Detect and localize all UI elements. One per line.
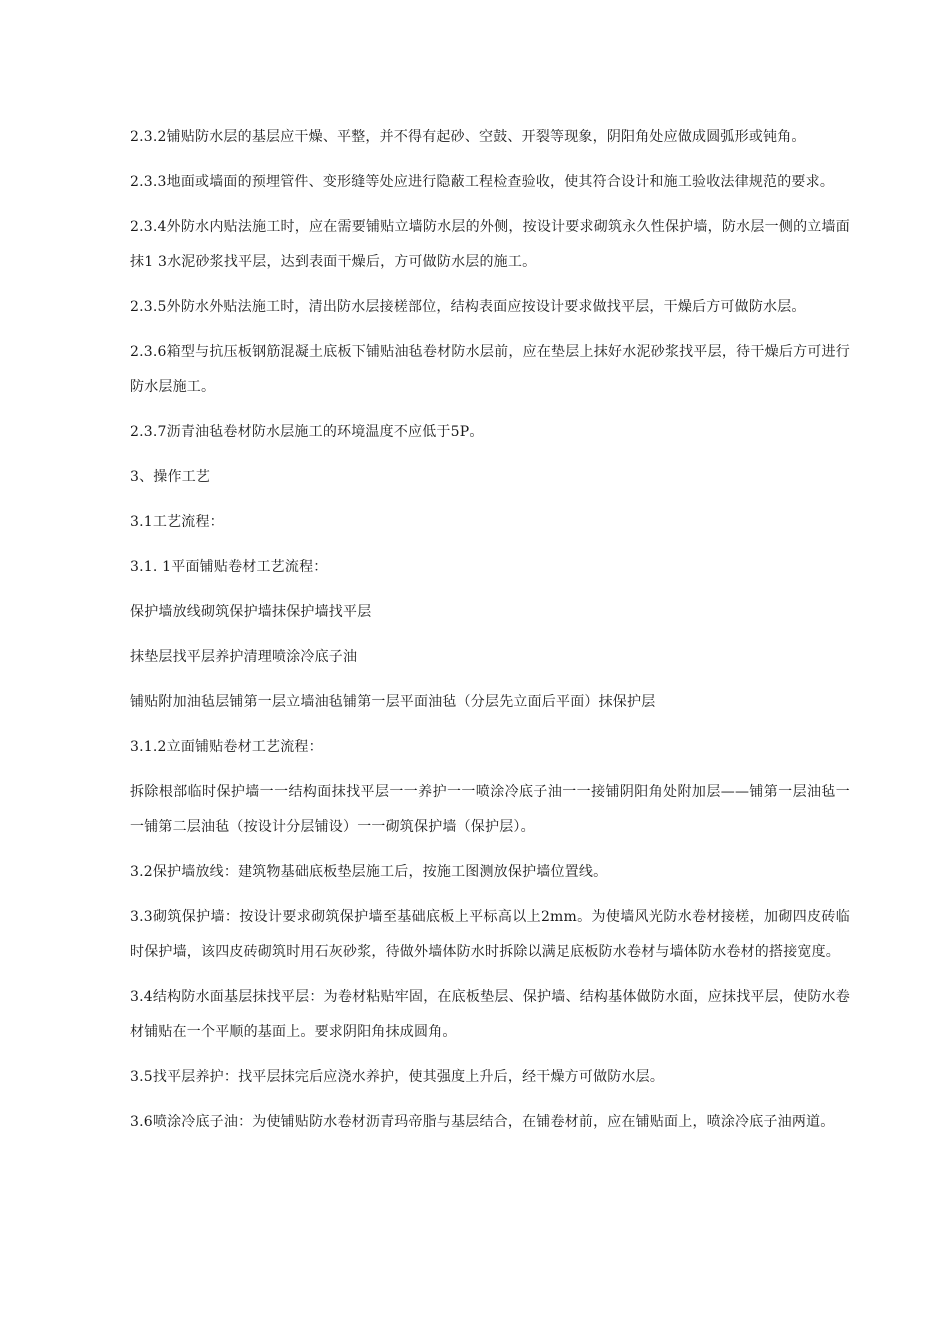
document-body: [130, 120, 850, 1150]
paragraph-3-1-1: 3.1. 1平面铺贴卷材工艺流程：: [130, 559, 328, 575]
paragraph-3-4: 3.4结构防水面基层抹找平层：为卷材粘贴牢固，在底板垫层、保护墙、结构基体做防水面，应抹找平层，使防水卷材铺贴在一个平顺的基面上。要求阴阳角抹成圆角。: [130, 989, 850, 1040]
paragraph-2-3-6: 2.3.6箱型与抗压板钢筋混凝土底板下铺贴油毡卷材防水层前，应在垫层上抹好水泥砂浆找平层，待干燥后方可进行防水层施工。: [130, 344, 850, 395]
paragraph-2-3-7: 2.3.7沥青油毡卷材防水层施工的环境温度不应低于5P。: [130, 424, 484, 440]
paragraph-3-1-2: 3.1.2立面铺贴卷材工艺流程：: [130, 739, 323, 755]
paragraph-3-1: 3.1工艺流程：: [130, 514, 224, 530]
paragraph-3-3: 3.3砌筑保护墙：按设计要求砌筑保护墙至基础底板上平标高以上2mm。为使墙风光防水卷材接槎，加砌四皮砖临时保护墙，该四皮砖砌筑时用石灰砂浆，待做外墙体防水时拆除以满足底板防水卷材与墙体防水卷材的搭接宽度。: [130, 909, 850, 960]
paragraph-2-3-5: 2.3.5外防水外贴法施工时，清出防水层接槎部位，结构表面应按设计要求做找平层，干燥后方可做防水层。: [130, 299, 806, 315]
paragraph-2-3-2: 2.3.2铺贴防水层的基层应干燥、平整，并不得有起砂、空鼓、开裂等现象，阴阳角处应做成圆弧形或钝角。: [130, 129, 806, 145]
flow-vertical: 拆除根部临时保护墙一一结构面抹找平层一一养护一一喷涂冷底子油一一接铺阴阳角处附加层——铺第一层油毡一一铺第二层油毡（按设计分层铺设）一一砌筑保护墙（保护层）。: [130, 784, 850, 835]
paragraph-2-3-3: 2.3.3地面或墙面的预埋管件、变形缝等处应进行隐蔽工程检查验收，使其符合设计和施工验收法律规范的要求。: [130, 174, 835, 190]
paragraph-3-2: 3.2保护墙放线：建筑物基础底板垫层施工后，按施工图测放保护墙位置线。: [130, 864, 608, 880]
flow-line-3: 铺贴附加油毡层铺第一层立墙油毡铺第一层平面油毡（分层先立面后平面）抹保护层: [130, 694, 656, 710]
paragraph-3-6: 3.6喷涂冷底子油：为使铺贴防水卷材沥青玛帝脂与基层结合，在铺卷材前，应在铺贴面上，喷涂冷底子油两道。: [130, 1114, 835, 1130]
paragraph-2-3-4: 2.3.4外防水内贴法施工时，应在需要铺贴立墙防水层的外侧，按设计要求砌筑永久性保护墙，防水层一侧的立墙面抹1 3水泥砂浆找平层，达到表面干燥后，方可做防水层的施工。: [130, 219, 850, 270]
flow-line-2: 抹垫层找平层养护清理喷涂冷底子油: [130, 649, 358, 665]
paragraph-3-5: 3.5找平层养护：找平层抹完后应浇水养护，使其强度上升后，经干燥方可做防水层。: [130, 1069, 665, 1085]
flow-line-1: 保护墙放线砌筑保护墙抹保护墙找平层: [130, 604, 372, 620]
section-heading-3: 3、操作工艺: [130, 469, 211, 485]
